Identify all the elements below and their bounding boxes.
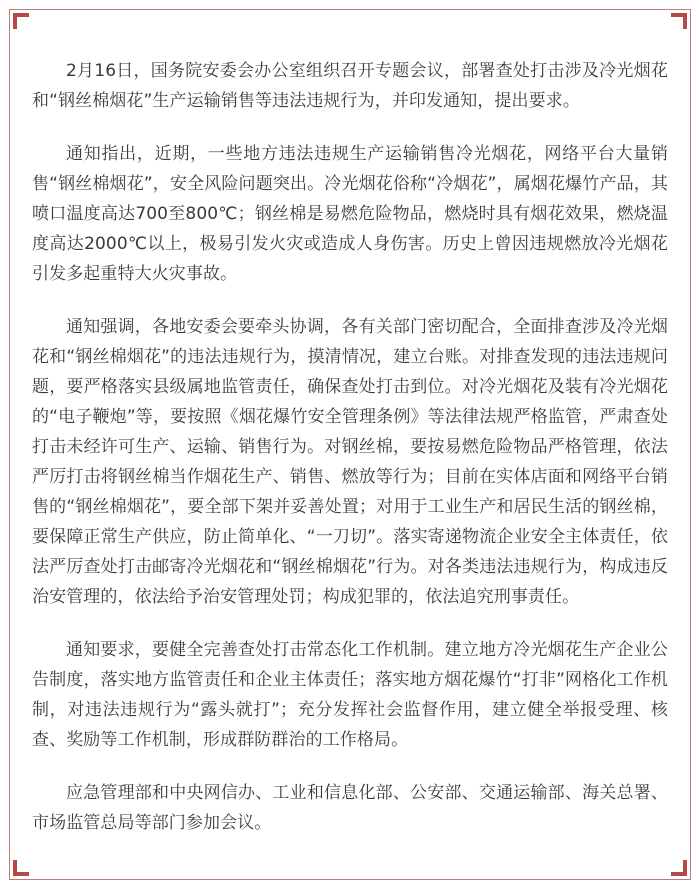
paragraph-3: 通知强调，各地安委会要牵头协调，各有关部门密切配合，全面排查涉及冷光烟花和“钢丝棉烟花”的违法违规行为，摸清情况，建立台账。对排查发现的违法违规问题，要严格落实县级属地监管责任，确保查处打击到位。对冷光烟花及装有冷光烟花的“电子鞭炮”等，要按照《烟花爆竹安全管理条例》等法律法规严格监管，严肃查处打击未经许可生产、运输、销售行为。对钢丝棉，要按易燃危险物品严格管理，依法严厉打击将钢丝棉当作烟花生产、销售、燃放等行为；目前在实体店面和网络平台销售的“钢丝棉烟花”，要全部下架并妥善处置；对用于工业生产和居民生活的钢丝棉，要保障正常生产供应，防止简单化、“一刀切”。落实寄递物流企业安全主体责任，依法严厉查处打击邮寄冷光烟花和“钢丝棉烟花”行为。对各类违法违规行为，构成违反治安管理的，依法给予治安管理处罚；构成犯罪的，依法追究刑事责任。 (32, 317, 668, 607)
frame-corner-bottom-left (13, 860, 29, 876)
paragraph-5: 应急管理部和中央网信办、工业和信息化部、公安部、交通运输部、海关总署、市场监管总局等部门参加会议。 (32, 783, 668, 833)
frame-corner-top-right (671, 13, 687, 29)
frame-corner-top-left (13, 13, 29, 29)
paragraph-4: 通知要求，要健全完善查处打击常态化工作机制。建立地方冷光烟花生产企业公告制度，落实地方监管责任和企业主体责任；落实地方烟花爆竹“打非”网格化工作机制，对违法违规行为“露头就打”；充分发挥社会监督作用，建立健全举报受理、核查、奖励等工作机制，形成群防群治的工作格局。 (32, 640, 668, 750)
article-body (32, 56, 668, 861)
frame-corner-bottom-right (671, 860, 687, 876)
paragraph-2: 通知指出，近期，一些地方违法违规生产运输销售冷光烟花，网络平台大量销售“钢丝棉烟花”，安全风险问题突出。冷光烟花俗称“冷烟花”，属烟花爆竹产品，其喷口温度高达700至800℃；钢丝棉是易燃危险物品，燃烧时具有烟花效果，燃烧温度高达2000℃以上，极易引发火灾或造成人身伤害。历史上曾因违规燃放冷光烟花引发多起重特大火灾事故。 (32, 144, 668, 284)
paragraph-1: 2月16日，国务院安委会办公室组织召开专题会议，部署查处打击涉及冷光烟花和“钢丝棉烟花”生产运输销售等违法违规行为，并印发通知，提出要求。 (32, 61, 668, 111)
